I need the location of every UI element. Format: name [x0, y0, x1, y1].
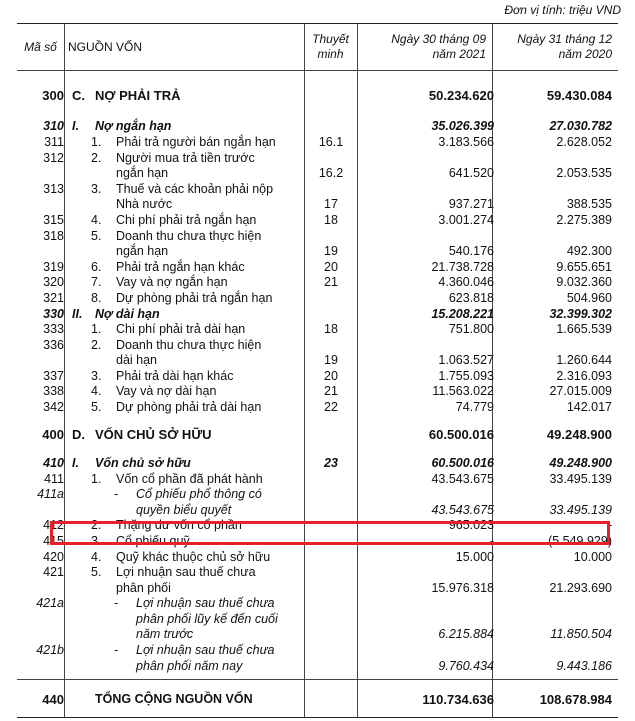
cell-num: 2.: [91, 338, 102, 352]
cell-text: Lợi nhuận sau thuế chưa: [136, 596, 275, 610]
cell-text: Cổ phiếu quỹ: [116, 534, 190, 548]
cell-v2: 492.300: [566, 244, 612, 258]
cell-code: 319: [43, 260, 64, 274]
cell-text: Người mua trả tiền trước: [116, 151, 255, 165]
table-row: [17, 321, 618, 338]
cell-code: 320: [43, 275, 64, 289]
cell-code: 330: [43, 307, 64, 321]
cell-text: Phải trả người bán ngắn hạn: [116, 135, 276, 149]
cell-v2: 142.017: [566, 400, 612, 414]
cell-note: 23: [324, 456, 338, 470]
table-row: [17, 290, 618, 307]
cell-v1: 110.734.636: [422, 692, 494, 707]
cell-text: NỢ PHẢI TRẢ: [95, 88, 181, 103]
cell-v1: 623.818: [448, 291, 494, 305]
cell-v1: 11.563.022: [432, 384, 494, 398]
cell-code: 338: [43, 384, 64, 398]
table-row: [17, 243, 618, 260]
cell-text: phân phối: [116, 581, 171, 595]
cell-code: 421: [43, 565, 64, 579]
cell-text: Lợi nhuận sau thuế chưa: [136, 643, 275, 657]
cell-code: 421a: [36, 596, 64, 610]
cell-note: 16.2: [318, 166, 344, 180]
cell-v2: (5.549.929): [548, 534, 612, 548]
cell-text: quyền biểu quyết: [136, 503, 232, 517]
cell-num: C.: [72, 88, 85, 103]
cell-v2: 1.260.644: [556, 353, 612, 367]
header-code: Mã số: [24, 40, 57, 54]
cell-v1: 965.023: [448, 518, 494, 532]
cell-text: phân phối lũy kế đến cuối: [136, 612, 278, 626]
cell-note: 16.1: [318, 135, 344, 149]
cell-note: 21: [324, 384, 338, 398]
cell-num: 1.: [91, 472, 102, 486]
table-row: [17, 486, 618, 503]
cell-v1: 15.976.318: [431, 581, 494, 595]
table-row: [17, 134, 618, 151]
cell-code: 342: [43, 400, 64, 414]
cell-num: 2.: [91, 151, 102, 165]
cell-v1: 3.183.566: [438, 135, 494, 149]
cell-text: Dự phòng phải trả ngắn hạn: [116, 291, 273, 305]
table-row: [17, 564, 618, 581]
table-row: [17, 595, 618, 612]
cell-text: Quỹ khác thuộc chủ sở hữu: [116, 550, 271, 564]
cell-v1: 6.215.884: [438, 627, 494, 641]
cell-code: 420: [43, 550, 64, 564]
table-row: [17, 399, 618, 416]
cell-v2: 2.628.052: [556, 135, 612, 149]
cell-v1: 60.500.016: [431, 456, 494, 470]
cell-num: 2.: [91, 518, 102, 532]
cell-v1: 35.026.399: [431, 119, 494, 133]
cell-v1: -: [489, 534, 494, 548]
cell-code: 411a: [37, 487, 64, 501]
table-row: [17, 426, 618, 443]
header-source: NGUỒN VỐN: [68, 40, 143, 54]
cell-text: Thặng dư vốn cổ phần: [116, 518, 242, 532]
cell-text: VỐN CHỦ SỞ HỮU: [95, 427, 212, 442]
cell-num: -: [114, 487, 119, 501]
cell-v1: 3.001.274: [438, 213, 494, 227]
cell-text: Nợ ngắn hạn: [95, 119, 172, 133]
cell-code: 412: [43, 518, 64, 532]
table-row: [17, 87, 618, 104]
cell-text: Dự phòng phải trả dài hạn: [116, 400, 262, 414]
table-row: [17, 165, 618, 182]
cell-num: 4.: [91, 384, 102, 398]
table-row: [17, 352, 618, 369]
cell-v1: 50.234.620: [428, 88, 494, 103]
header-col2: Ngày 31 tháng 12 năm 2020: [517, 32, 612, 61]
cell-v2: 2.053.535: [556, 166, 612, 180]
cell-num: 3.: [91, 182, 102, 196]
cell-text: TỔNG CỘNG NGUỒN VỐN: [95, 692, 253, 706]
cell-code: 333: [43, 322, 64, 336]
cell-v1: 751.800: [448, 322, 494, 336]
table-row: [17, 626, 618, 643]
cell-v2: 2.316.093: [556, 369, 612, 383]
cell-num: 7.: [91, 275, 102, 289]
cell-code: 421b: [36, 643, 64, 657]
cell-text: Doanh thu chưa thực hiện: [116, 229, 262, 243]
unit-note: Đơn vị tính: triệu VND: [504, 3, 621, 17]
cell-v2: 49.248.900: [546, 427, 612, 442]
cell-v2: 504.960: [566, 291, 612, 305]
cell-v2: 32.399.302: [549, 307, 612, 321]
cell-v1: 4.360.046: [438, 275, 494, 289]
table-row: [17, 383, 618, 400]
cell-num: I.: [72, 119, 79, 133]
cell-text: Thuế và các khoản phải nộp: [116, 182, 274, 196]
cell-code: 411: [44, 472, 64, 486]
cell-num: 3.: [91, 534, 102, 548]
table-row: [17, 658, 618, 675]
cell-v2: 33.495.139: [549, 503, 612, 517]
cell-text: Chi phí phải trả dài hạn: [116, 322, 246, 336]
cell-num: 6.: [91, 260, 102, 274]
cell-note: 19: [324, 244, 338, 258]
cell-v1: 540.176: [448, 244, 494, 258]
cell-v2: 1.665.539: [556, 322, 612, 336]
cell-note: 20: [324, 369, 338, 383]
cell-v1: 43.543.675: [431, 472, 494, 486]
table-row: [17, 118, 618, 135]
cell-text: Doanh thu chưa thực hiện: [116, 338, 262, 352]
cell-v1: 21.738.728: [431, 260, 494, 274]
cell-v1: 60.500.016: [428, 427, 494, 442]
cell-note: 22: [324, 400, 338, 414]
cell-note: 18: [324, 322, 338, 336]
cell-text: Vốn cổ phần đã phát hành: [116, 472, 263, 486]
cell-v2: 21.293.690: [549, 581, 612, 595]
cell-text: phân phối năm nay: [136, 659, 243, 673]
table-row: [17, 642, 618, 659]
cell-v2: 33.495.139: [549, 472, 612, 486]
cell-text: Vốn chủ sở hữu: [95, 456, 191, 470]
cell-v1: 1.755.093: [438, 369, 494, 383]
cell-num: 5.: [91, 400, 102, 414]
cell-text: Vay và nợ ngắn hạn: [116, 275, 228, 289]
cell-code: 310: [43, 119, 64, 133]
cell-v2: 9.032.360: [556, 275, 612, 289]
cell-v2: 9.655.651: [556, 260, 612, 274]
cell-code: 311: [44, 135, 64, 149]
cell-v2: 10.000: [573, 550, 612, 564]
cell-code: 300: [42, 88, 64, 103]
cell-v1: 74.779: [455, 400, 494, 414]
cell-v1: 15.000: [455, 550, 494, 564]
table-row: [17, 212, 618, 229]
cell-v1: 937.271: [448, 197, 494, 211]
cell-note: 20: [324, 260, 338, 274]
cell-v2: 11.850.504: [550, 627, 612, 641]
cell-num: 1.: [91, 135, 102, 149]
cell-text: dài hạn: [116, 353, 158, 367]
cell-v1: 1.063.527: [438, 353, 494, 367]
cell-code: 318: [43, 229, 64, 243]
highlight-box: [50, 521, 610, 545]
cell-num: -: [114, 643, 119, 657]
cell-num: 4.: [91, 213, 102, 227]
cell-code: 400: [42, 427, 64, 442]
cell-v1: 43.543.675: [431, 503, 494, 517]
cell-text: ngắn hạn: [116, 244, 169, 258]
cell-text: Phải trả dài hạn khác: [116, 369, 234, 383]
cell-num: 8.: [91, 291, 102, 305]
cell-num: 5.: [91, 565, 102, 579]
cell-num: 4.: [91, 550, 102, 564]
cell-num: 1.: [91, 322, 102, 336]
cell-text: Chi phí phải trả ngắn hạn: [116, 213, 257, 227]
cell-v1: 15.208.221: [431, 307, 494, 321]
cell-text: Nhà nước: [116, 197, 173, 211]
cell-num: II.: [72, 307, 83, 321]
table-row: [17, 691, 618, 708]
cell-code: 313: [43, 182, 64, 196]
cell-v1: 641.520: [448, 166, 494, 180]
table-row: [17, 196, 618, 213]
cell-text: năm trước: [136, 627, 194, 641]
cell-code: 337: [43, 369, 64, 383]
cell-code: 312: [43, 151, 64, 165]
cell-note: 18: [324, 213, 338, 227]
cell-text: ngắn hạn: [116, 166, 169, 180]
cell-text: Cổ phiếu phổ thông có: [136, 487, 262, 501]
cell-v2: 108.678.984: [539, 692, 612, 707]
cell-v2: 388.535: [566, 197, 612, 211]
cell-num: 3.: [91, 369, 102, 383]
cell-code: 315: [43, 213, 64, 227]
table-row: [17, 455, 618, 472]
table-row: [17, 274, 618, 291]
cell-num: D.: [72, 427, 85, 442]
cell-text: Vay và nợ dài hạn: [116, 384, 217, 398]
cell-v2: 27.030.782: [549, 119, 612, 133]
cell-v2: -: [607, 518, 612, 532]
cell-code: 336: [43, 338, 64, 352]
cell-text: Phải trả ngắn hạn khác: [116, 260, 245, 274]
cell-note: 21: [324, 275, 338, 289]
cell-v2: 49.248.900: [549, 456, 612, 470]
cell-note: 17: [324, 197, 338, 211]
cell-note: 19: [324, 353, 338, 367]
balance-sheet-table: [17, 23, 618, 718]
cell-v2: 2.275.389: [556, 213, 612, 227]
cell-v2: 59.430.084: [546, 88, 612, 103]
cell-code: 410: [43, 456, 64, 470]
cell-code: 440: [42, 692, 64, 707]
cell-v2: 9.443.186: [556, 659, 612, 673]
header-note: Thuyết minh: [312, 32, 349, 61]
cell-v1: 9.760.434: [438, 659, 494, 673]
cell-code: 321: [43, 291, 64, 305]
cell-code: 415: [43, 534, 64, 548]
cell-num: I.: [72, 456, 79, 470]
cell-v2: 27.015.009: [549, 384, 612, 398]
header-col1: Ngày 30 tháng 09 năm 2021: [391, 32, 486, 61]
cell-text: Nợ dài hạn: [95, 307, 160, 321]
cell-num: -: [114, 596, 119, 610]
cell-text: Lợi nhuận sau thuế chưa: [116, 565, 256, 579]
cell-num: 5.: [91, 229, 102, 243]
